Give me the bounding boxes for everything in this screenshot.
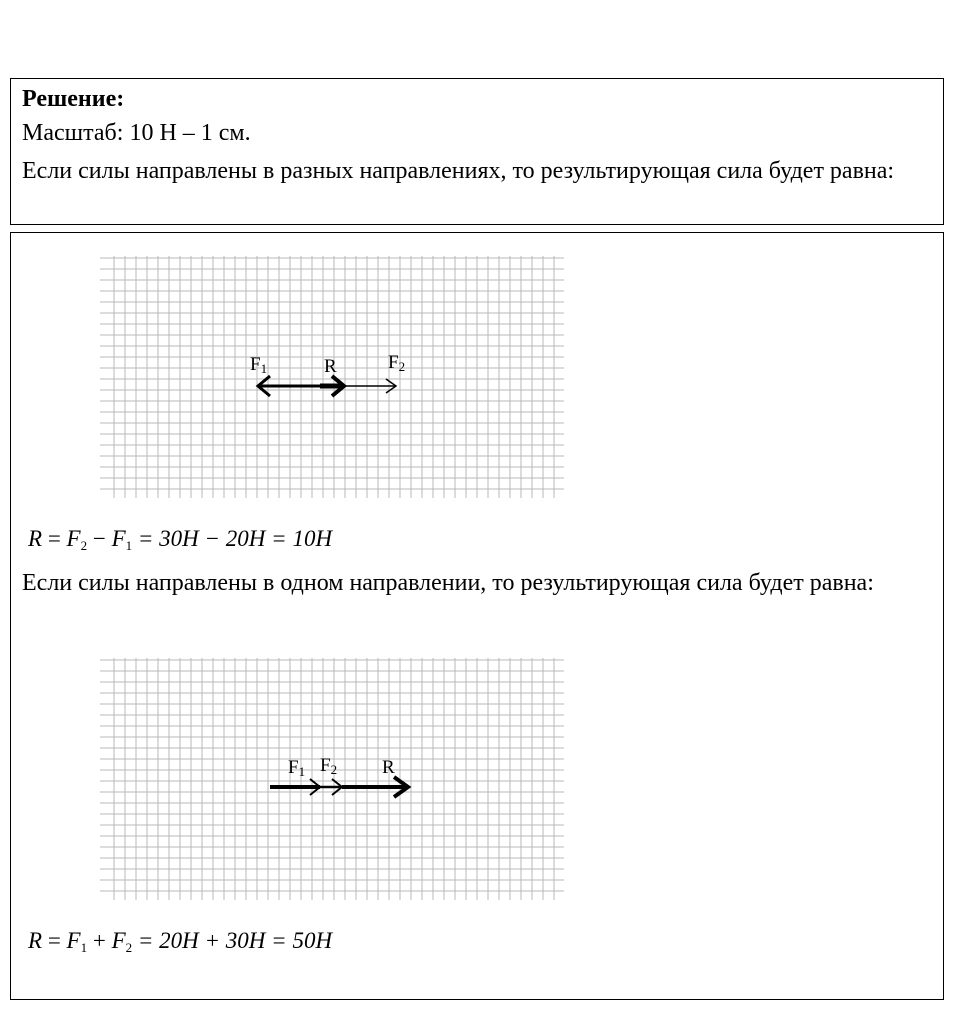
formula-result: = 20H + 30H = 50H bbox=[137, 928, 333, 953]
label-f2: F2 bbox=[388, 352, 406, 374]
formula-eq: = bbox=[47, 928, 61, 953]
label-f1: F1 bbox=[288, 757, 306, 779]
force-f2-arrow bbox=[342, 379, 396, 393]
formula-op: − bbox=[92, 526, 106, 551]
formula-result: = 30H − 20H = 10H bbox=[137, 526, 333, 551]
formula-term-a-sub: 2 bbox=[80, 538, 88, 553]
grid-diagram-same bbox=[98, 654, 568, 914]
case-opposite-intro: Если силы направлены в разных направлениях, то результирующая сила будет равна: bbox=[22, 158, 895, 184]
label-r: R bbox=[382, 757, 395, 778]
solution-heading: Решение: bbox=[22, 86, 125, 112]
formula-lhs: R bbox=[28, 526, 43, 551]
scale-text: Масштаб: 10 Н – 1 см. bbox=[22, 120, 251, 146]
formula-term-b: F bbox=[111, 526, 126, 551]
formula-term-a: F bbox=[66, 526, 81, 551]
formula-term-b-sub: 2 bbox=[125, 940, 133, 955]
case-same-intro: Если силы направлены в одном направлении, то результирующая сила будет равна: bbox=[22, 570, 874, 596]
formula-term-a: F bbox=[66, 928, 81, 953]
label-f2: F2 bbox=[320, 755, 338, 777]
label-f1: F1 bbox=[250, 354, 268, 376]
formula-term-b: F bbox=[111, 928, 126, 953]
formula-opposite bbox=[28, 526, 332, 554]
label-r: R bbox=[324, 356, 337, 377]
formula-term-b-sub: 1 bbox=[125, 538, 133, 553]
grid-diagram-opposite bbox=[98, 252, 568, 512]
resultant-r-arrow bbox=[342, 777, 408, 797]
solution-header-box bbox=[10, 78, 944, 225]
formula-lhs: R bbox=[28, 928, 43, 953]
formula-eq: = bbox=[47, 526, 61, 551]
formula-same bbox=[28, 928, 332, 956]
formula-op: + bbox=[92, 928, 106, 953]
formula-term-a-sub: 1 bbox=[80, 940, 88, 955]
